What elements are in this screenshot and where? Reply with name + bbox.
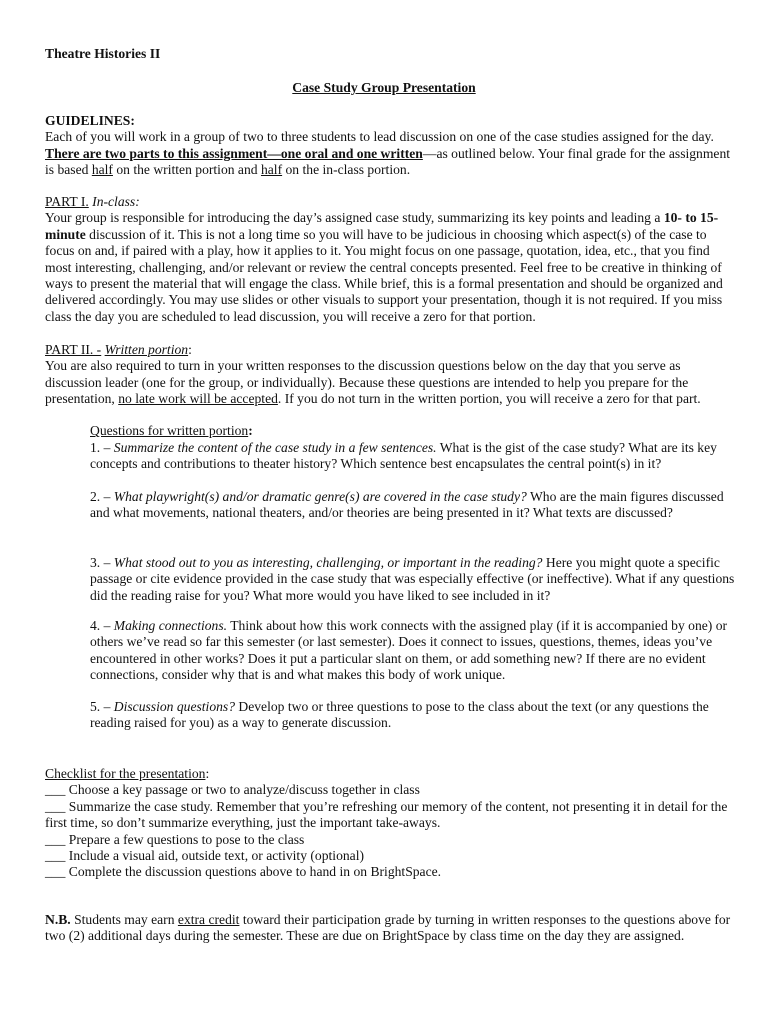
part2-section <box>45 342 735 408</box>
checklist-item: ___ Complete the discussion questions above to hand in on BrightSpace. <box>45 864 442 880</box>
guidelines-paragraph: Each of you will work in a group of two to three students to lead discussion on one of the case studies assigned for the day. There are two parts to this assignment—one oral and one written—as outlined below. Your final grade for the assignment is based half on the written portion and half on the in-class portion. <box>45 129 731 178</box>
course-title: Theatre Histories II <box>45 46 161 61</box>
part1-paragraph: Your group is responsible for introducing the day’s assigned case study, summarizing its key points and leading a 10- to 15-minute discussion of it. This is not a long time so you will have to be judicious in choosing which aspect(s) of the case to focus on and, if paired with a play, how it applies to it. You might focus on one passage, quotation, idea, etc., that you find most interesting, challenging, and/or relevant or review the central concepts presented. Feel free to be creative in thinking of ways to present the material that will engage the class. While brief, this is a formal presentation and should be organized and delivered accordingly. You may use slides or other visuals to support your presentation, though it is not required. If you miss class the day you are scheduled to lead discussion, you will receive a zero for that portion. <box>45 210 723 324</box>
checklist-item: ___ Include a visual aid, outside text, or activity (optional) <box>45 848 364 864</box>
guidelines-heading: GUIDELINES: <box>45 113 135 128</box>
checklist-item: ___ Prepare a few questions to pose to the class <box>45 831 305 847</box>
part1-section <box>45 194 735 325</box>
document-title: Case Study Group Presentation <box>292 80 476 95</box>
question-item: 4. – Making connections. Think about how this work connects with the assigned play (if it is accompanied by one) or others we’ve read so far this semester (or last semester). Does it connect to issues, questions, themes, ideas you’ve encountered in other works? Does it put a particular slant on them, or add something new? If there are no evident connections, consider why that is and what makes this body of work unique. <box>90 618 728 683</box>
question-item: 1. – Summarize the content of the case study in a few sentences. What is the gist of the case study? What are its key concepts and contributions to theater history? Which sentence best encapsulates the central point(s) in it? <box>90 440 717 472</box>
part1-heading: PART I. In-class: <box>45 194 140 209</box>
question-item: 2. – What playwright(s) and/or dramatic genre(s) are covered in the case study? Who are the main figures discussed and what movements, national theaters, and/or theories are being presented in it? What texts are discussed? <box>90 489 724 521</box>
nb-paragraph: N.B. Students may earn extra credit toward their participation grade by turning in written responses to the questions above for two (2) additional days during the semester. These are due on BrightSpace by class time on the day they are assigned. <box>45 912 731 944</box>
checklist-item: ___ Summarize the case study. Remember that you’re refreshing our memory of the content, not presenting it in detail for the first time, so don’t summarize everything, just the important take-aways. <box>45 798 728 831</box>
questions-heading: Questions for written portion: <box>90 423 253 438</box>
guidelines-section <box>45 113 735 179</box>
part2-paragraph: You are also required to turn in your written responses to the discussion questions below on the day that you serve as discussion leader (one for the group, or individually). Because these questions are intended to help you prepare for the presentation, no late work will be accepted. If you do not turn in the written portion, you will receive a zero for that part. <box>45 358 701 407</box>
checklist-section <box>45 766 735 881</box>
part2-heading: PART II. - Written portion: <box>45 342 192 357</box>
checklist-heading: Checklist for the presentation: <box>45 766 210 781</box>
checklist-item: ___ Choose a key passage or two to analyze/discuss together in class <box>45 782 420 798</box>
question-item: 5. – Discussion questions? Develop two or three questions to pose to the class about the text (or any questions the reading raised for you) as a way to generate discussion. <box>90 699 709 731</box>
question-item: 3. – What stood out to you as interesting, challenging, or important in the reading? Here you might quote a specific passage or cite evidence provided in the case study that was especially effective (or ineffective). What if any questions did the reading raise for you? What more would you have liked to see included in it? <box>90 555 735 603</box>
